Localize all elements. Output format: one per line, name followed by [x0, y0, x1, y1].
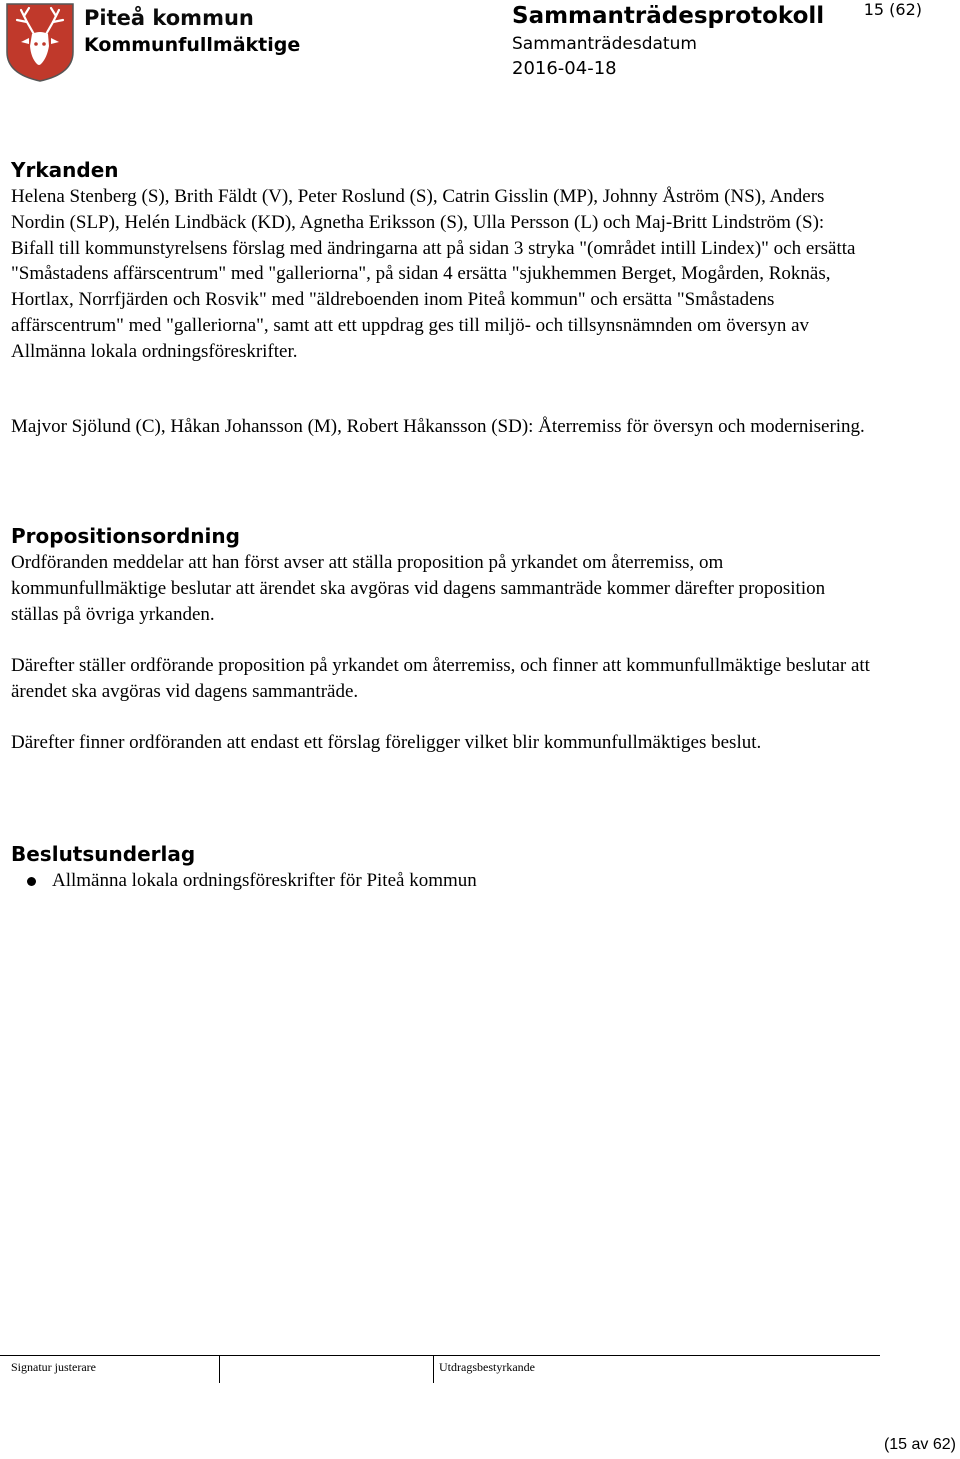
- page-footer: (15 av 62): [883, 1436, 956, 1453]
- signature-line: [0, 1355, 880, 1356]
- signature-divider: [219, 1355, 220, 1383]
- document-type: Sammanträdesprotokoll: [512, 3, 825, 29]
- extract-label: Utdragsbestyrkande: [439, 1360, 535, 1374]
- reindeer-crest-icon: [5, 2, 75, 82]
- section-heading-yrkanden: Yrkanden: [11, 158, 119, 182]
- signature-divider: [433, 1355, 434, 1383]
- meeting-date: 2016-04-18: [512, 58, 617, 79]
- section-heading-beslutsunderlag: Beslutsunderlag: [11, 842, 196, 866]
- paragraph: Ordföranden meddelar att han först avser att ställa proposition på yrkandet om återremiss, om kommunfullmäktige beslutar att ärendet ska avgöras vid dagens sammanträde kommer därefter proposition ställas på övriga yrkanden.: [11, 552, 826, 625]
- list-item: [11, 868, 477, 894]
- page-number: 15 (62): [863, 0, 922, 19]
- bullet-icon: [27, 877, 36, 886]
- list-item-text: Allmänna lokala ordningsföreskrifter för Piteå kommun: [52, 870, 477, 891]
- paragraph: Därefter finner ordföranden att endast ett förslag föreligger vilket blir kommunfullmäktiges beslut.: [11, 732, 762, 753]
- signature-label: Signatur justerare: [11, 1360, 96, 1374]
- paragraph: Därefter ställer ordförande proposition på yrkandet om återremiss, och finner att kommunfullmäktige beslutar att ärendet ska avgöras vid dagens sammanträde.: [11, 655, 870, 702]
- paragraph: Helena Stenberg (S), Brith Fäldt (V), Peter Roslund (S), Catrin Gisslin (MP), Johnny Åström (NS), Anders Nordin (SLP), Helén Lindbäck (KD), Agnetha Eriksson (S), Ulla Persson (L) och Maj-Britt Lindström (S): Bifall till kommunstyrelsens förslag med ändringarna att på sidan 3 stryka "(området intill Lindex)" och ersätta "Småstadens affärscentrum" med "galleriorna", på sidan 4 ersätta "sjukhemmen Berget, Mogården, Roknäs, Hortlax, Norrfjärden och Rosvik" med "äldreboenden inom Piteå kommun" och ersätta "Småstadens affärscentrum" med "galleriorna", samt att ett uppdrag ges till miljö- och tillsynsnämnden om översyn av Allmänna lokala ordningsföreskrifter.: [11, 186, 856, 362]
- organization-name: Piteå kommun: [84, 6, 254, 30]
- paragraph: Majvor Sjölund (C), Håkan Johansson (M), Robert Håkansson (SD): Återremiss för översyn och modernisering.: [11, 416, 865, 437]
- section-heading-propositionsordning: Propositionsordning: [11, 524, 240, 548]
- meeting-date-label: Sammanträdesdatum: [512, 34, 697, 54]
- organization-body: Kommunfullmäktige: [84, 34, 301, 56]
